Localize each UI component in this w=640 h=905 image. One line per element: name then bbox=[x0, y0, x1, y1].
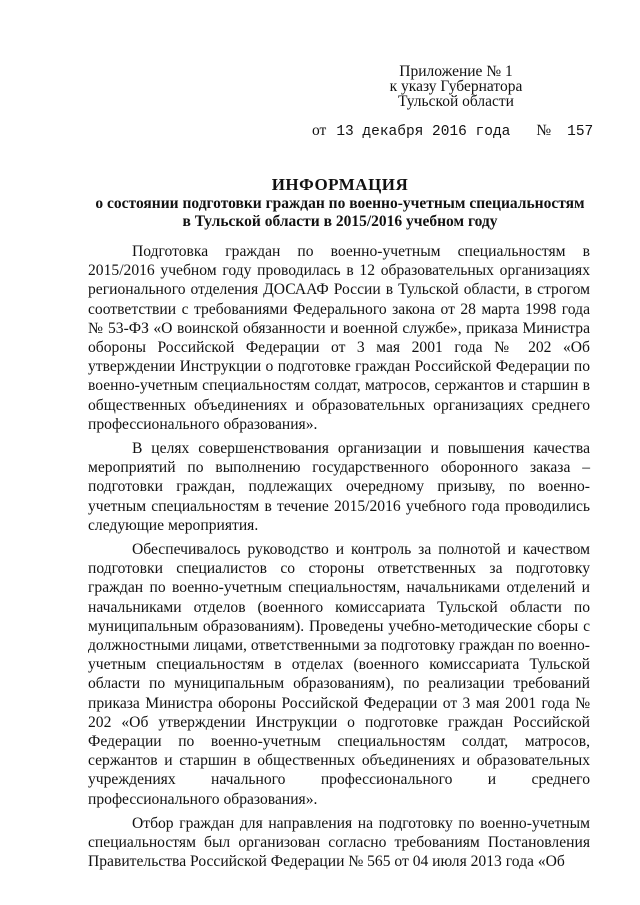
appendix-block bbox=[376, 64, 536, 109]
document-title: ИНФОРМАЦИЯ bbox=[271, 175, 409, 194]
decree-number: 157 bbox=[567, 124, 594, 140]
document-heading bbox=[86, 175, 594, 231]
appendix-line-3: Тульской области bbox=[398, 93, 514, 110]
appendix-line-1: Приложение № 1 bbox=[399, 63, 513, 80]
appendix-line-2: к указу Губернатора bbox=[389, 78, 523, 95]
paragraph: В целях совершенствования организации и повышения качества мероприятий по выполнению государственного оборонного заказа – подготовки граждан, подлежащих очередному призыву, по военно-учетным специальностям в течение 2015/2016 учебного года проводились следующие мероприятия. bbox=[88, 440, 590, 534]
paragraph: Обеспечивалось руководство и контроль за полнотой и качеством подготовки специалистов со стороны ответственных за подготовку граждан по военно-учетным специальностям, начальниками отделений и начальниками отделов (военного комиссариата Тульской области по муниципальным образованиям). Проведены учебно-методические сборы с должностными лицами, ответственными за подготовку граждан по военно-учетным специальностям в отделах (военного комиссариата Тульской области по муниципальным образованиям), по реализации требований приказа Министра обороны Российской Федерации от 3 мая 2001 года № 202 «Об утверждении Инструкции о подготовке граждан Российской Федерации по военно-учетным специальностям солдат, матросов, сержантов и старшин в общественных объединениях и образовательных учреждениях начального профессионального и среднего профессионального образования». bbox=[88, 541, 590, 808]
document-subtitle-line-2: в Тульской области в 2015/2016 учебном году bbox=[182, 213, 498, 230]
document-body bbox=[88, 242, 590, 872]
number-sign: № bbox=[536, 122, 552, 139]
date-prefix: от bbox=[312, 122, 327, 139]
paragraph: Подготовка граждан по военно-учетным специальностям в 2015/2016 учебном году проводилась в 12 образовательных организациях регионального отделения ДОСААФ России в Тульской области, в строгом соответствии с требованиями Федерального закона от 28 марта 1998 года № 53-ФЗ «О воинской обязанности и военной службе», приказа Министра обороны Российской Федерации от 3 мая 2001 года № 202 «Об утверждении Инструкции о подготовке граждан Российской Федерации по военно-учетным специальностям солдат, матросов, сержантов и старшин в общественных объединениях и образовательных организациях среднего профессионального образования». bbox=[88, 243, 590, 433]
document-subtitle-line-1: о состоянии подготовки граждан по военно-учетным специальностям bbox=[95, 195, 585, 212]
decree-date: 13 декабря 2016 года bbox=[336, 124, 511, 140]
paragraph: Отбор граждан для направления на подготовку по военно-учетным специальностям был организован согласно требованиям Постановления Правительства Российской Федерации № 565 от 04 июля 2013 года «Об bbox=[88, 814, 590, 871]
decree-date-line bbox=[312, 122, 593, 140]
